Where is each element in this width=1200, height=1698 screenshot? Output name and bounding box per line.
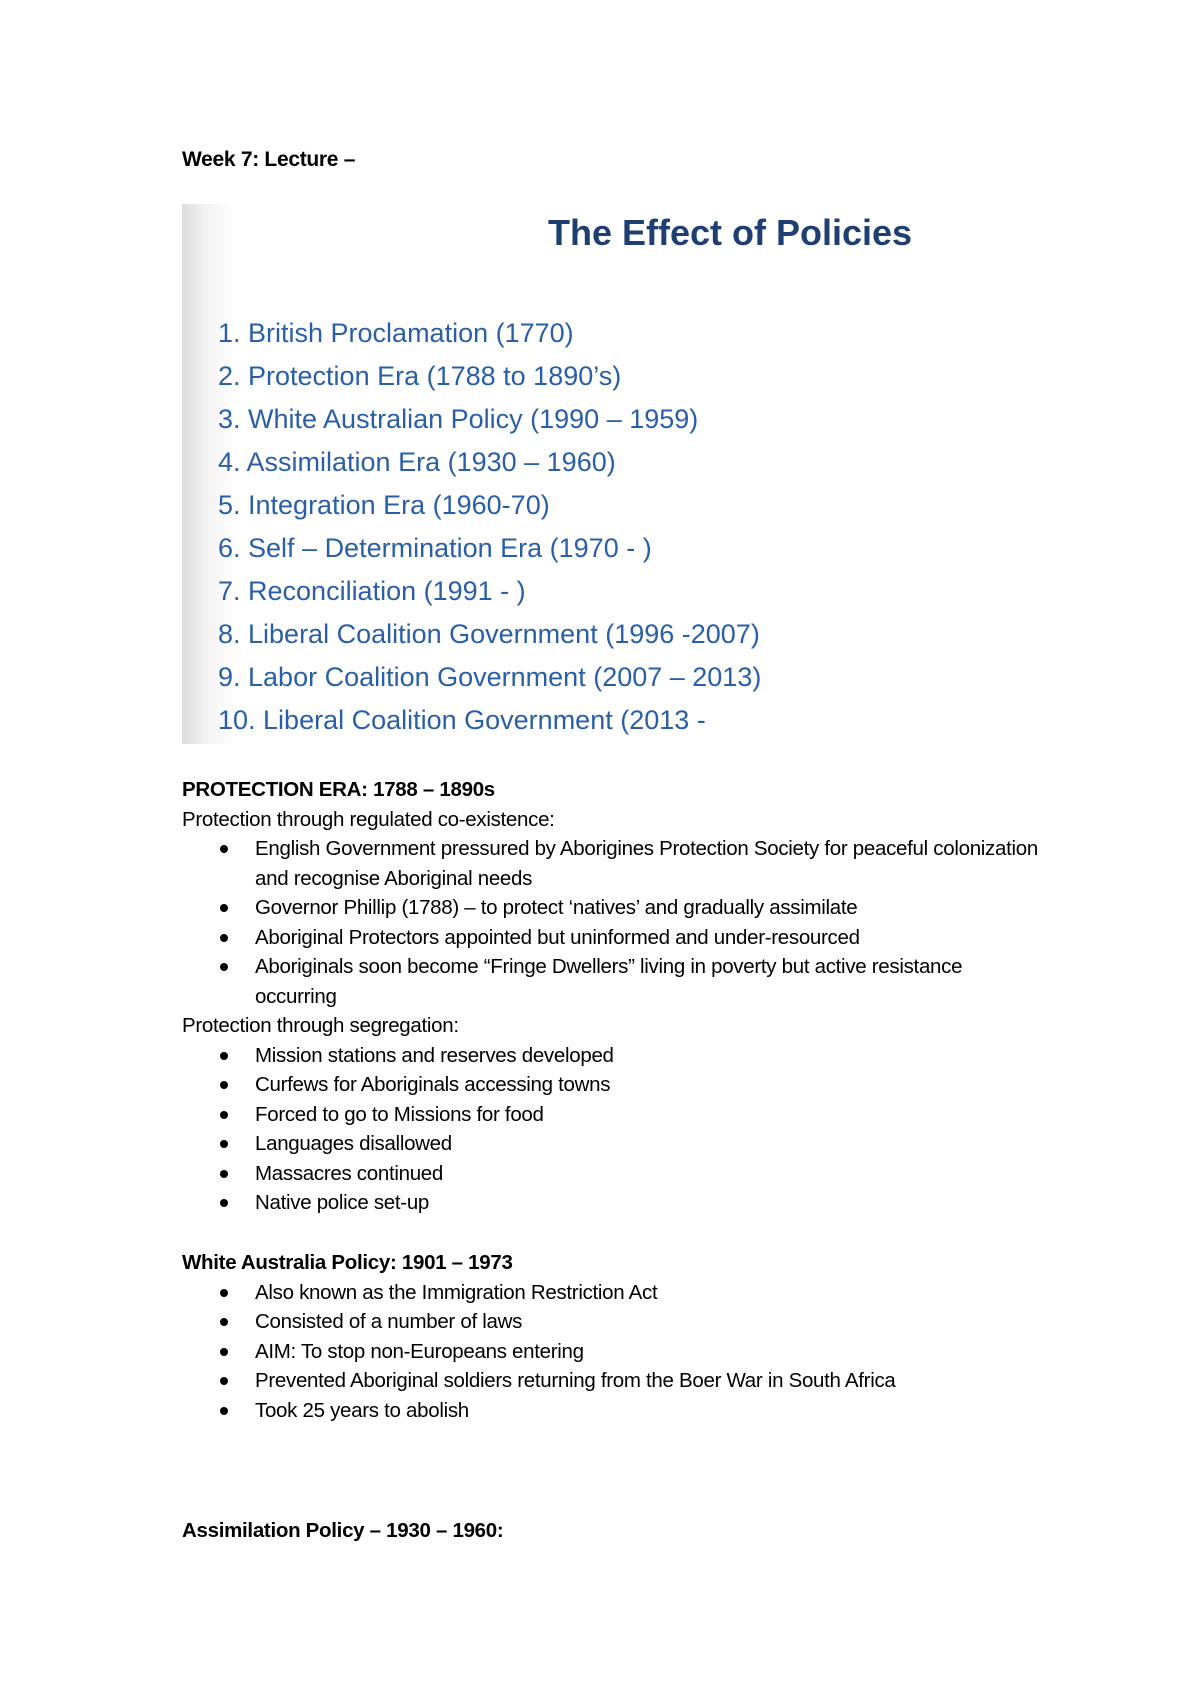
list-item	[182, 1188, 1042, 1218]
bullet-icon	[220, 1111, 228, 1119]
white-australia-list	[182, 1278, 1042, 1426]
bullet-icon	[220, 963, 228, 971]
bullet-icon	[220, 1318, 228, 1326]
bullet-icon	[220, 1140, 228, 1148]
segregation-subheading: Protection through segregation:	[182, 1014, 459, 1037]
bullet-icon	[220, 1199, 228, 1207]
slide-list-item: 2. Protection Era (1788 to 1890’s)	[218, 361, 622, 391]
slide-title: The Effect of Policies	[548, 212, 913, 253]
bullet-icon	[220, 1081, 228, 1089]
list-item	[182, 834, 1042, 893]
list-item-text: Aboriginal Protectors appointed but uninformed and under-resourced	[255, 925, 860, 949]
list-item-text: Forced to go to Missions for food	[255, 1102, 544, 1126]
list-item-text: Consisted of a number of laws	[255, 1310, 523, 1333]
bullet-icon	[220, 1052, 228, 1060]
bullet-icon	[220, 1377, 228, 1385]
list-item	[182, 893, 1042, 923]
bullet-icon	[220, 904, 228, 912]
list-item	[182, 1070, 1042, 1100]
white-australia-heading: White Australia Policy: 1901 – 1973	[182, 1251, 513, 1274]
list-item	[182, 952, 1042, 1011]
list-item-text: Took 25 years to abolish	[255, 1398, 469, 1422]
regulated-coexistence-list	[182, 834, 1042, 1011]
slide-list-item: 3. White Australian Policy (1990 – 1959)	[218, 404, 699, 434]
list-item-text: Prevented Aboriginal soldiers returning from the Boer War in South Africa	[255, 1369, 896, 1392]
list-item-text: Governor Phillip (1788) – to protect ‘natives’ and gradually assimilate	[255, 896, 858, 919]
list-item	[182, 1129, 1042, 1159]
list-item	[182, 923, 1042, 953]
bullet-icon	[220, 934, 228, 942]
slide-policy-list	[218, 312, 761, 742]
slide-list-item: 7. Reconciliation (1991 - )	[218, 576, 526, 606]
protection-era-section	[182, 775, 1042, 1218]
slide-list-item: 10. Liberal Coalition Government (2013 -	[218, 705, 706, 735]
regulated-coexistence-subheading: Protection through regulated co-existence:	[182, 807, 555, 831]
slide-list-item: 1. British Proclamation (1770)	[218, 318, 574, 348]
list-item	[182, 1100, 1042, 1130]
list-item-text: Curfews for Aboriginals accessing towns	[255, 1073, 611, 1096]
list-item-text: Aboriginals soon become “Fringe Dwellers” living in poverty but active resistance occurring	[255, 955, 963, 1008]
bullet-icon	[220, 845, 228, 853]
list-item-text: Languages disallowed	[255, 1132, 452, 1155]
slide-list-item: 6. Self – Determination Era (1970 - )	[218, 533, 652, 563]
segregation-list	[182, 1041, 1042, 1218]
assimilation-section	[182, 1516, 1042, 1546]
bullet-icon	[220, 1289, 228, 1297]
slide-image	[182, 204, 972, 744]
list-item-text: Massacres continued	[255, 1161, 444, 1185]
list-item	[182, 1337, 1042, 1367]
list-item	[182, 1159, 1042, 1189]
list-item	[182, 1366, 1042, 1396]
slide-list-item: 4. Assimilation Era (1930 – 1960)	[218, 447, 616, 477]
assimilation-heading: Assimilation Policy – 1930 – 1960:	[182, 1519, 504, 1542]
list-item	[182, 1041, 1042, 1071]
list-item-text: English Government pressured by Aborigines Protection Society for peaceful colonization and recognise Aboriginal needs	[255, 837, 1038, 890]
bullet-icon	[220, 1348, 228, 1356]
list-item	[182, 1396, 1042, 1426]
lecture-title: Week 7: Lecture –	[182, 148, 356, 171]
slide-list-item: 5. Integration Era (1960-70)	[218, 490, 550, 520]
list-item	[182, 1307, 1042, 1337]
bullet-icon	[220, 1170, 228, 1178]
list-item-text: Also known as the Immigration Restriction Act	[255, 1280, 658, 1304]
white-australia-section	[182, 1248, 1042, 1425]
bullet-icon	[220, 1407, 228, 1415]
slide-list-item: 9. Labor Coalition Government (2007 – 2013)	[218, 662, 762, 692]
protection-era-heading: PROTECTION ERA: 1788 – 1890s	[182, 778, 495, 801]
slide-list-item: 8. Liberal Coalition Government (1996 -2007)	[218, 619, 760, 649]
list-item-text: Mission stations and reserves developed	[255, 1043, 614, 1067]
list-item	[182, 1278, 1042, 1308]
list-item-text: AIM: To stop non-Europeans entering	[255, 1339, 584, 1363]
list-item-text: Native police set-up	[255, 1191, 430, 1214]
